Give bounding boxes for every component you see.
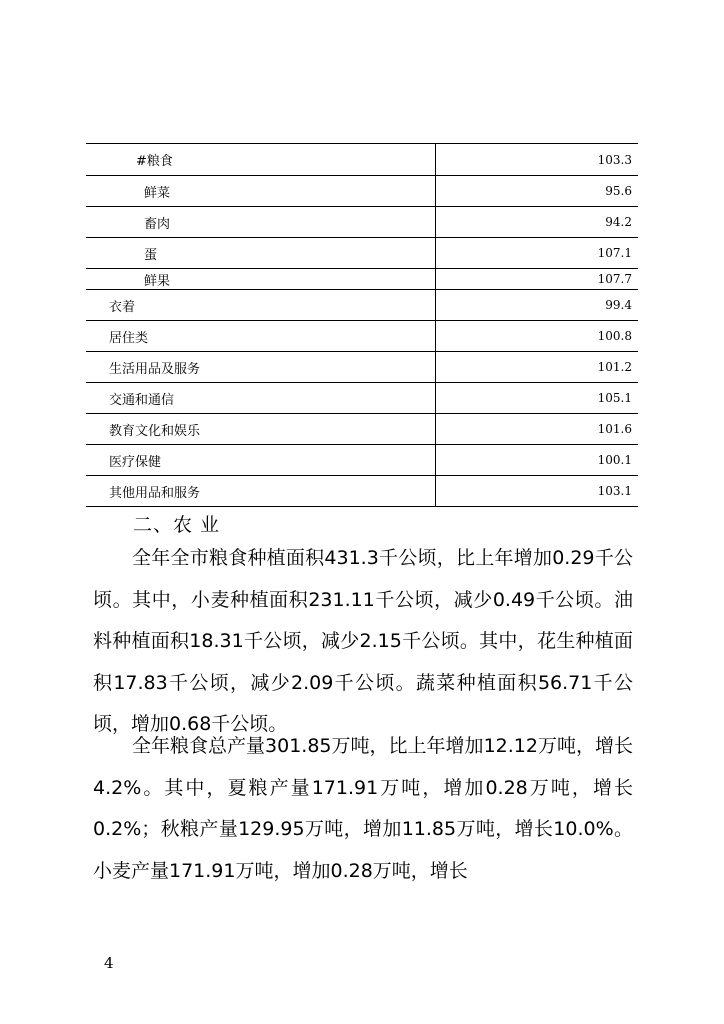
row-value: 101.6 <box>597 422 632 436</box>
table-row <box>86 206 638 237</box>
table-row <box>86 413 638 444</box>
section-heading: 二、农 业 <box>133 514 221 536</box>
table-row <box>86 175 638 206</box>
price-index-table <box>86 143 638 507</box>
row-label: 衣着 <box>86 290 436 320</box>
page-number: 4 <box>104 954 114 972</box>
table-row <box>86 320 638 351</box>
row-label: 鲜菜 <box>86 176 436 206</box>
row-label: 交通和通信 <box>86 383 436 413</box>
row-value: 95.6 <box>605 184 632 198</box>
row-label: 蛋 <box>86 238 436 268</box>
table-row <box>86 237 638 268</box>
row-label: 畜肉 <box>86 207 436 237</box>
row-value: 94.2 <box>605 215 632 229</box>
row-value: 100.8 <box>597 329 632 343</box>
row-value: 103.3 <box>597 152 632 167</box>
body-paragraph: 全年全市粮食种植面积431.3千公顷，比上年增加0.29千公顷。其中，小麦种植面积231.11千公顷，减少0.49千公顷。油料种植面积18.31千公顷，减少2.15千公顷。其中，花生种植面积17.83千公顷，减少2.09千公顷。蔬菜种植面积56.71千公顷，增加0.68千公顷。 <box>93 547 633 735</box>
row-label: 居住类 <box>86 321 436 351</box>
row-value: 107.1 <box>597 246 632 260</box>
row-label: 其他用品和服务 <box>86 476 436 506</box>
table-row <box>86 289 638 320</box>
row-value: 99.4 <box>605 298 632 312</box>
row-value: 103.1 <box>597 484 632 498</box>
table-row <box>86 444 638 475</box>
row-label: 鲜果 <box>86 269 436 289</box>
table-row <box>86 382 638 413</box>
body-paragraph: 全年粮食总产量301.85万吨，比上年增加12.12万吨，增长4.2%。其中，夏粮产量171.91万吨，增加0.28万吨，增长0.2%；秋粮产量129.95万吨，增加11.85万吨，增长10.0%。小麦产量171.91万吨，增加0.28万吨，增长 <box>93 735 633 882</box>
row-label: 生活用品及服务 <box>86 352 436 382</box>
table-row <box>86 475 638 506</box>
row-value: 100.1 <box>597 453 632 467</box>
row-value: 101.2 <box>597 360 632 374</box>
table-row <box>86 268 638 289</box>
row-label: #粮食 <box>86 144 436 175</box>
row-value: 107.7 <box>597 272 632 286</box>
row-value: 105.1 <box>597 391 632 405</box>
row-label: 医疗保健 <box>86 445 436 475</box>
table-row <box>86 144 638 175</box>
row-label: 教育文化和娱乐 <box>86 414 436 444</box>
table-row <box>86 351 638 382</box>
